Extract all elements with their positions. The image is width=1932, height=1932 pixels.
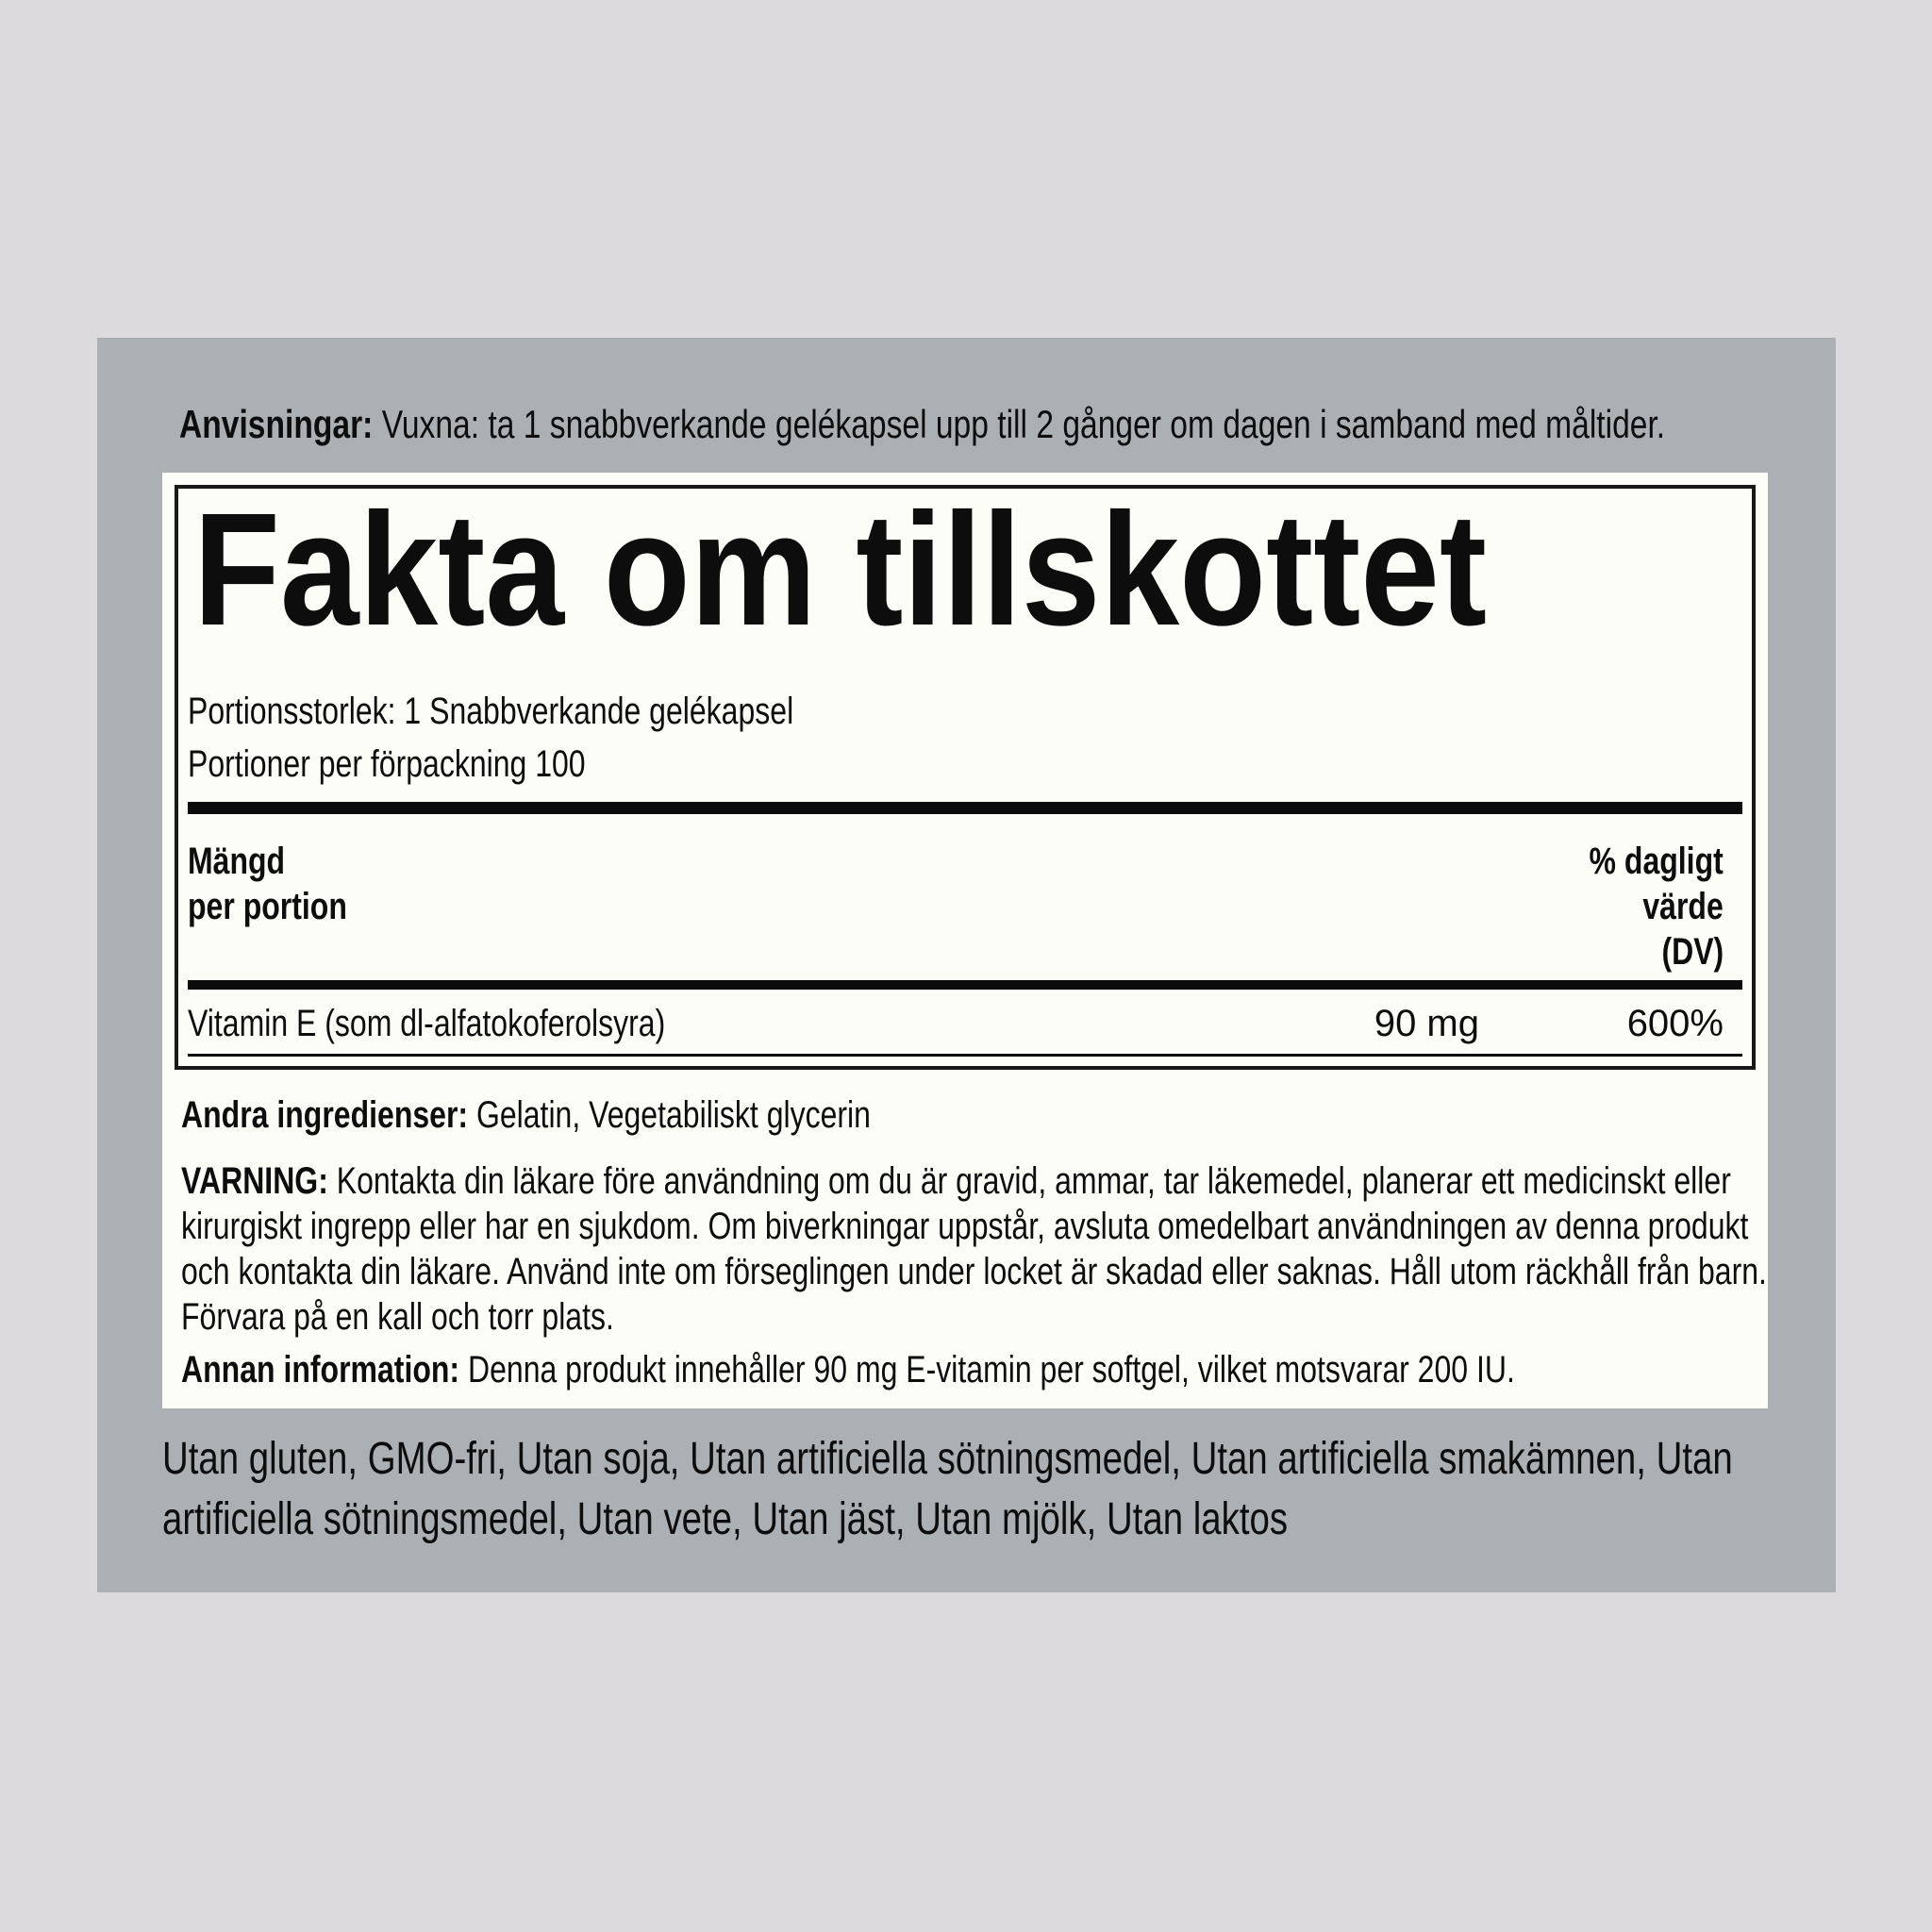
servings-per-container-line <box>188 741 1742 787</box>
other-ingredients-content <box>181 1092 871 1138</box>
label-panel <box>97 338 1836 1592</box>
amount-header-line-2: per portion <box>188 886 347 927</box>
amount-header <box>188 839 387 974</box>
other-ingredients-line <box>162 1092 1768 1138</box>
other-information-text: Denna produkt innehåller 90 mg E-vitamin per softgel, vilket motsvarar 200 IU. <box>467 1349 1515 1391</box>
other-information-line <box>162 1347 1768 1392</box>
table-row <box>188 1001 1742 1046</box>
servings-per-container-text: Portioner per förpackning 100 <box>188 743 586 785</box>
facts-table-box <box>175 480 1756 1070</box>
other-information-label: Annan information: <box>181 1349 460 1391</box>
daily-value-header <box>1556 839 1742 974</box>
facts-title-text: Fakta om tillskottet <box>193 480 1488 659</box>
facts-column-headers <box>188 839 1742 974</box>
daily-value-header-line-1: % dagligt <box>1589 841 1724 882</box>
nutrient-dv-cell: 600% <box>1626 1003 1724 1044</box>
directions-content <box>179 400 1665 449</box>
facts-title <box>193 480 1742 659</box>
other-ingredients-text: Gelatin, Vegetabiliskt glycerin <box>475 1094 871 1136</box>
amount-header-line-1: Mängd <box>188 841 286 882</box>
daily-value-header-line-2: värde <box>1642 886 1724 927</box>
other-information-content <box>181 1347 1515 1392</box>
amount-header-row <box>188 884 387 929</box>
daily-value-header-row <box>1556 839 1724 884</box>
daily-value-header-row <box>1556 929 1724 974</box>
supplement-facts-label <box>162 473 1768 1408</box>
directions-line <box>179 400 1932 449</box>
directions-label: Anvisningar: <box>179 402 374 446</box>
daily-value-header-line-3: (DV) <box>1661 931 1724 973</box>
serving-size-line <box>188 689 1742 734</box>
divider-thick <box>188 802 1742 814</box>
nutrient-name-text: Vitamin E (som dl-alfatokoferolsyra) <box>188 1003 666 1044</box>
warning-label: VARNING: <box>181 1160 328 1202</box>
other-ingredients-label: Andra ingredienser: <box>181 1094 469 1136</box>
daily-value-header-row <box>1556 884 1724 929</box>
free-from-claims <box>162 1429 1794 1550</box>
divider-thin <box>188 1054 1742 1057</box>
warning-paragraph <box>162 1158 1768 1340</box>
free-from-text: Utan gluten, GMO-fri, Utan soja, Utan artificiella sötningsmedel, Utan artificiella smakämnen, Utan artificiella sötningsmedel, Utan vete, Utan jäst, Utan mjölk, Utan laktos <box>162 1434 1733 1544</box>
nutrient-name-cell <box>188 1001 785 1046</box>
directions-text: Vuxna: ta 1 snabbverkande gelékapsel upp till 2 gånger om dagen i samband med måltider. <box>381 402 1666 446</box>
serving-size-text: Portionsstorlek: 1 Snabbverkande gelékapsel <box>188 691 794 732</box>
amount-header-row <box>188 839 387 884</box>
warning-content <box>181 1158 1774 1340</box>
warning-text: Kontakta din läkare före användning om du är gravid, ammar, tar läkemedel, planerar ett medicinskt eller kirurgiskt ingrepp eller har en sjukdom. Om biverkningar uppstår, avsluta omedelbart användningen av denna produkt och kontakta din läkare. Använd inte om förseglingen under locket är skadad eller saknas. Håll utom räckhåll från barn. Förvara på en kall och torr plats. <box>181 1160 1767 1338</box>
nutrient-amount-cell: 90 mg <box>1374 1003 1479 1044</box>
divider-medium <box>188 980 1742 990</box>
